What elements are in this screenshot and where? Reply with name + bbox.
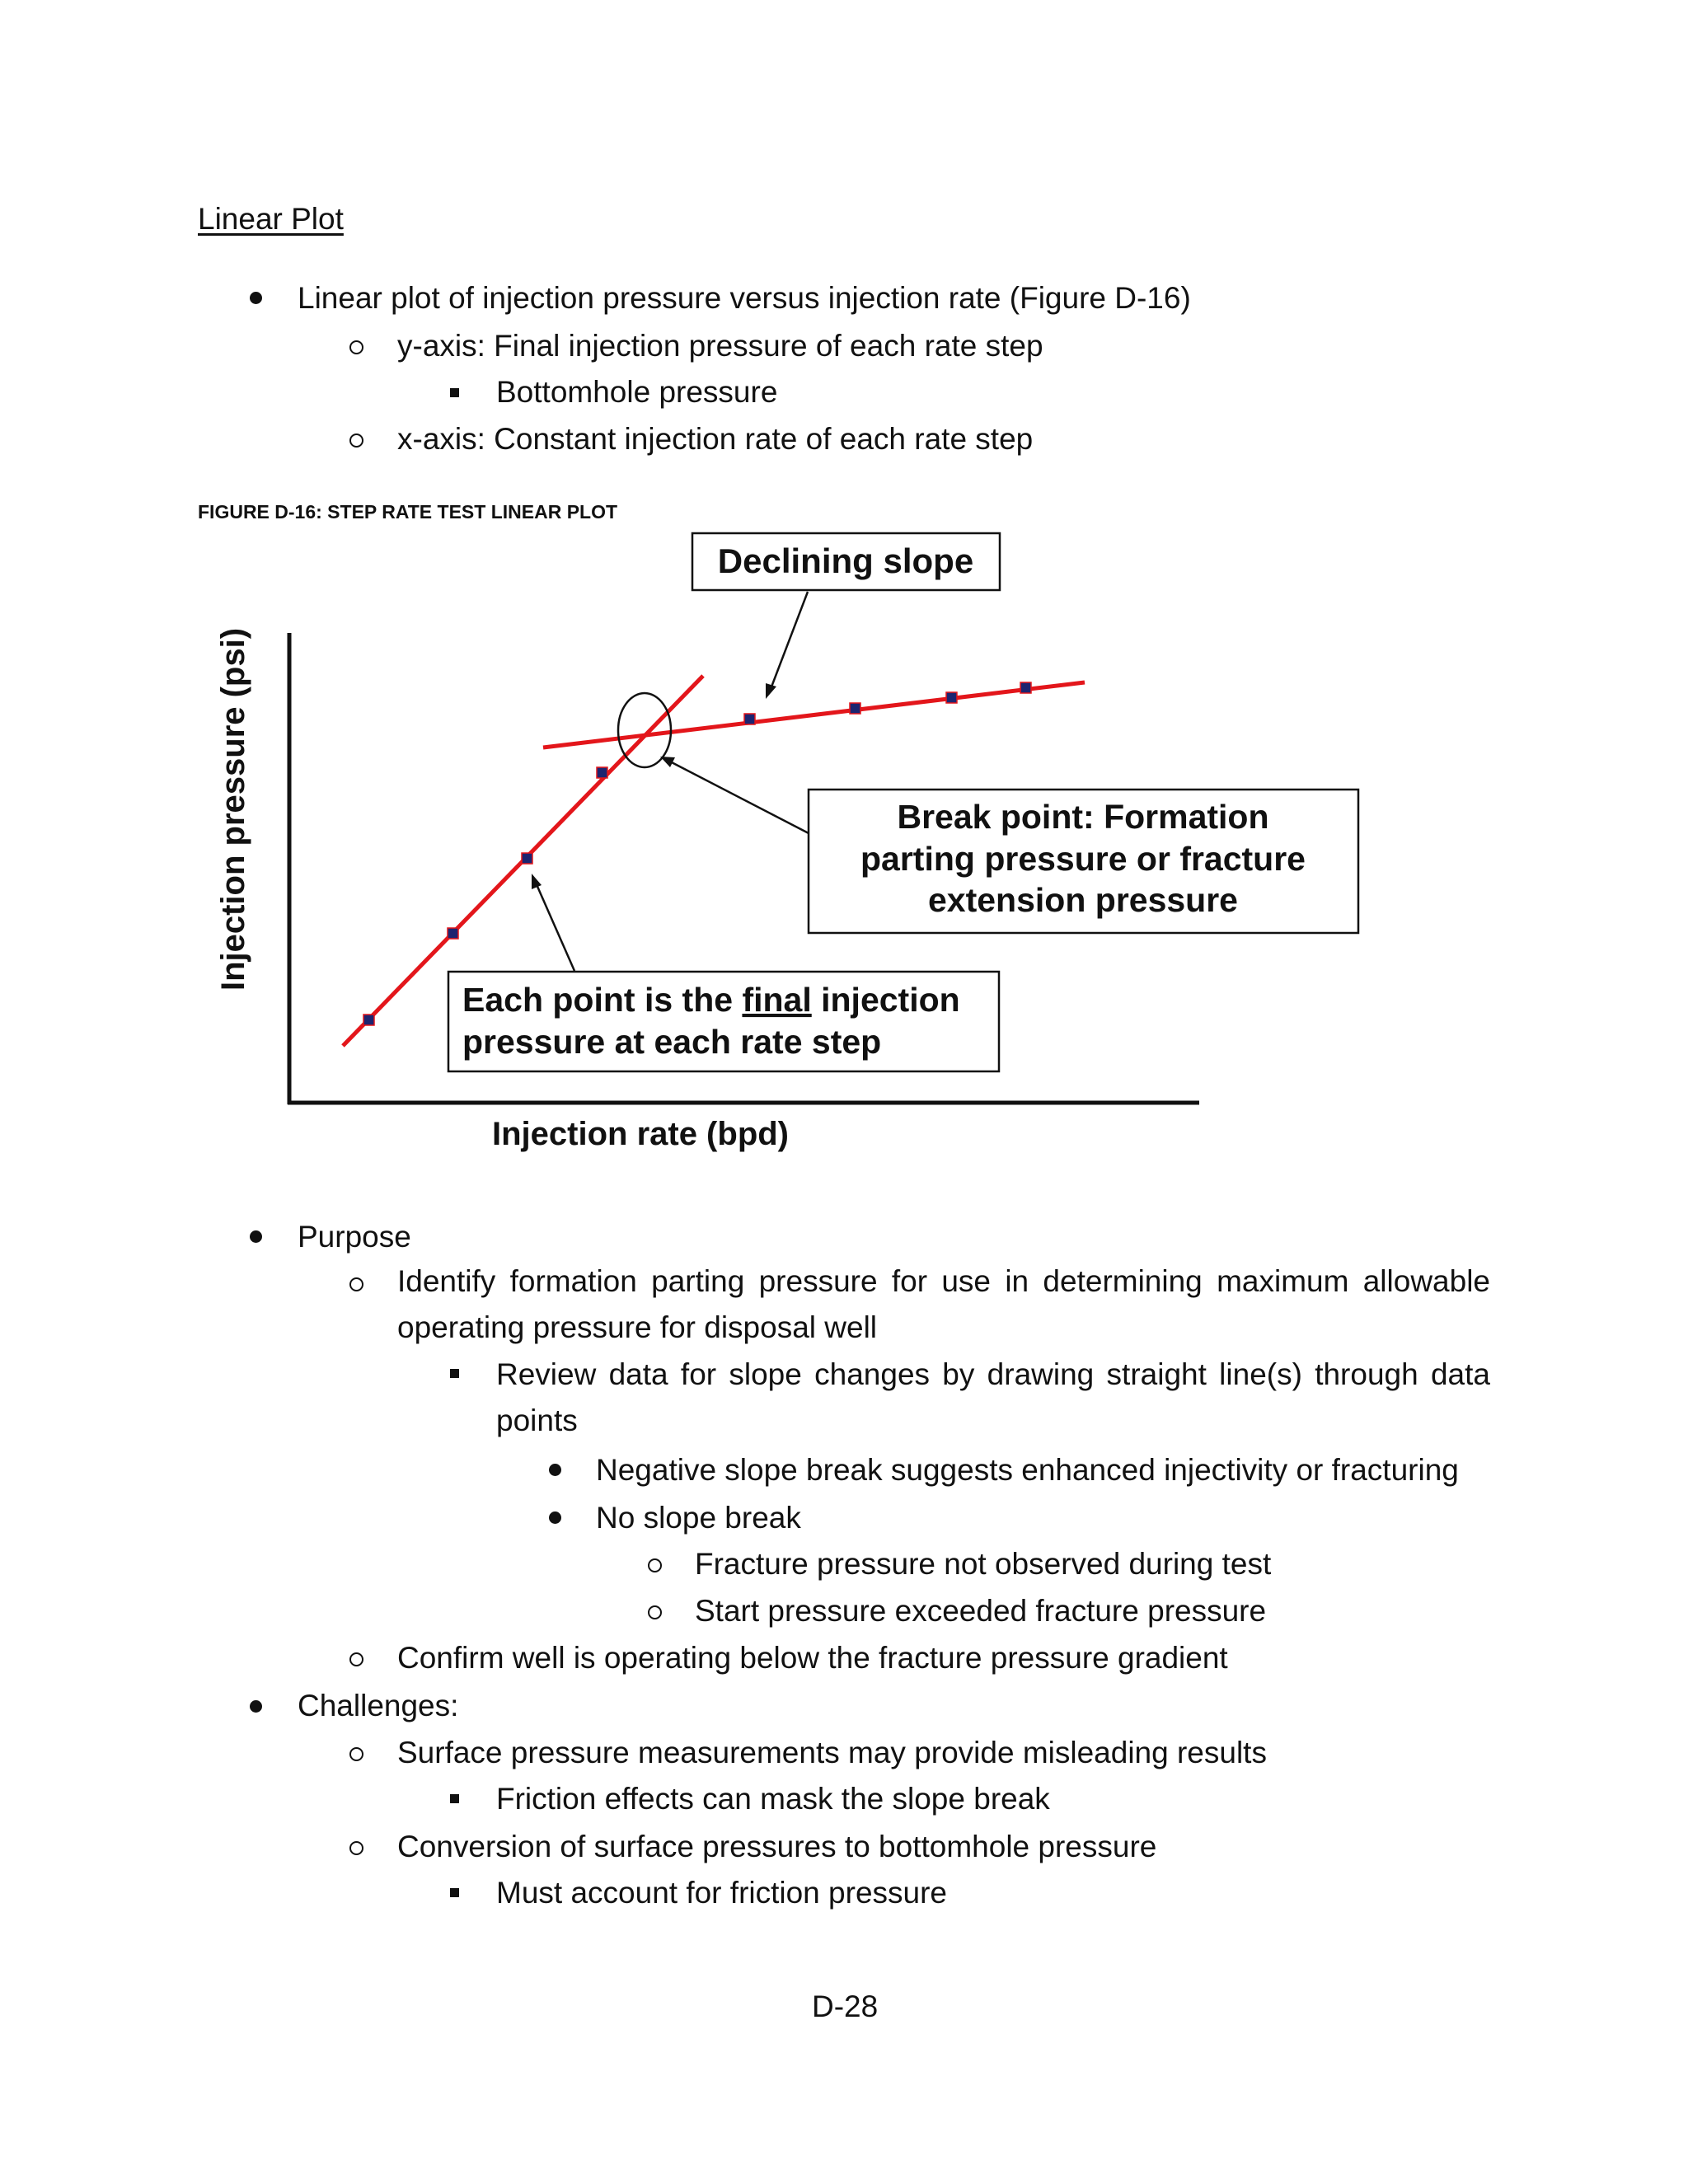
data-point [744,714,755,724]
bullet-circle [648,1605,662,1619]
bullet-dot [549,1464,561,1476]
break-point-circle [618,693,671,767]
each-point-line-2: pressure at each rate step [462,1023,882,1061]
challenges-item-1-sub: Friction effects can mask the slope break [496,1782,1050,1816]
challenges-item-1: Surface pressure measurements may provide misleading results [397,1736,1267,1769]
bullet-circle [349,1277,363,1291]
data-point [363,1015,374,1025]
arrow-head [766,683,776,699]
each-point-text-c: injection [811,981,960,1019]
intro-x-axis: x-axis: Constant injection rate of each rate step [397,422,1034,456]
bullet-circle [349,1841,363,1855]
figure-caption: FIGURE D-16: STEP RATE TEST LINEAR PLOT [198,501,618,523]
purpose-item-1-sub-b2-o1: Fracture pressure not observed during test [695,1547,1272,1581]
bullet-square [450,1369,459,1378]
intro-y-axis-sub: Bottomhole pressure [496,375,778,409]
each-point-text-a: Each point is the [462,981,743,1019]
each-point-text-final: final [742,981,812,1019]
page-number: D-28 [812,1990,879,2023]
bullet-circle [648,1558,662,1572]
x-axis-label: Injection rate (bpd) [492,1116,789,1152]
break-point-arrow [668,761,809,833]
bullet-dot [549,1511,561,1524]
purpose-item-1-sub: Review data for slope changes by drawing straight line(s) through data points [496,1357,1490,1437]
bullet-circle [349,1652,363,1666]
data-point [946,692,957,703]
challenges-item-2: Conversion of surface pressures to bottomhole pressure [397,1830,1157,1863]
section-heading: Linear Plot [198,202,344,236]
bullet-square [450,1888,459,1897]
intro-y-axis: y-axis: Final injection pressure of each rate step [397,329,1043,363]
challenges-heading: Challenges: [298,1689,459,1722]
data-point [1020,682,1031,693]
y-axis-label: Injection pressure (psi) [215,627,251,991]
break-point-line-1: Break point: Formation [897,798,1269,836]
purpose-item-1-sub-b2-o2: Start pressure exceeded fracture pressure [695,1594,1267,1628]
arrow-head [532,874,542,889]
bullet-dot [250,1230,262,1243]
data-point [448,928,458,939]
each-point-line-1 [462,981,960,1019]
break-point-line-3: extension pressure [928,881,1238,919]
bullet-dot [250,1700,262,1713]
bullet-square [450,1794,459,1803]
break-point-line-2: parting pressure or fracture [860,840,1306,878]
purpose-item-1-sub-b1: Negative slope break suggests enhanced injectivity or fracturing [596,1453,1459,1487]
purpose-item-1: Identify formation parting pressure for use in determining maximum allowable operating pressure for disposal well [397,1264,1490,1344]
purpose-item-1-sub-b2: No slope break [596,1501,801,1535]
declining-slope-arrow [771,592,808,689]
challenges-item-2-sub: Must account for friction pressure [496,1876,947,1910]
data-point [597,767,607,778]
intro-bullet: Linear plot of injection pressure versus injection rate (Figure D-16) [298,281,1191,315]
purpose-heading: Purpose [298,1220,411,1254]
declining-slope-label: Declining slope [717,541,974,580]
shallow-trend-line [543,682,1085,748]
purpose-item-2: Confirm well is operating below the fracture pressure gradient [397,1641,1228,1675]
data-point [850,703,860,714]
each-point-arrow [536,883,574,971]
data-point [522,853,532,864]
bullet-circle [349,1747,363,1761]
